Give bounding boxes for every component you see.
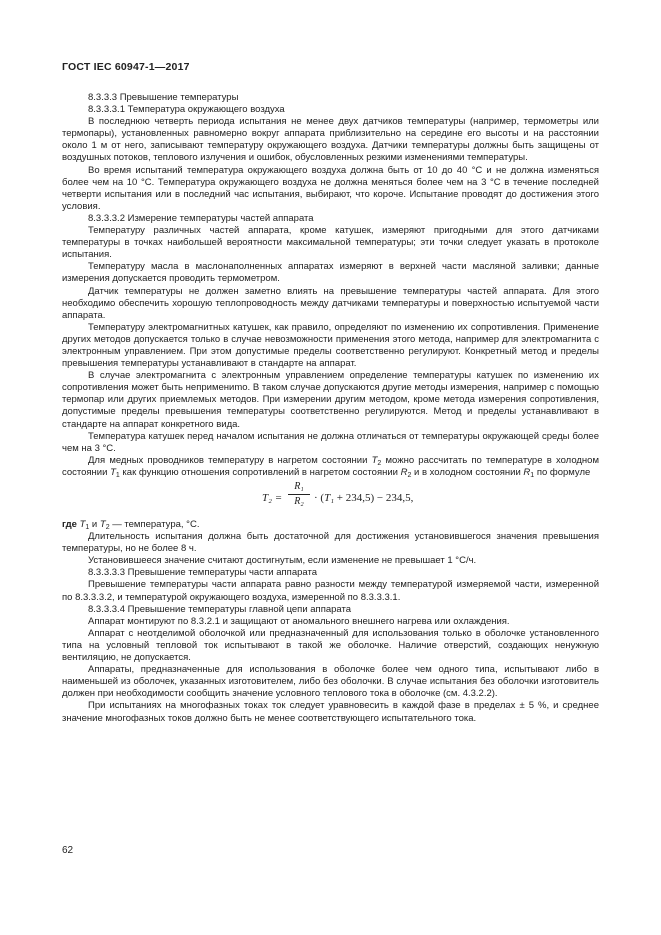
var-r1: R [523, 466, 531, 478]
where-line [62, 519, 599, 531]
section-heading: 8.3.3.3.4 Превышение температуры главной цепи аппарата [88, 603, 352, 615]
paragraph: Аппараты, предназначенные для использования в оболочке более чем одного типа, испытывают либо в наименьшей из оболочек, указанных изготовителем, либо без оболочки. В случае испытания без оболочки изготовитель должен при необходимости сообщить значение условного теплового тока в оболочке (см. 4.3.2.2). [62, 664, 599, 700]
paragraph: Температура катушек перед началом испытания не должна отличаться от температуры окружающей среды более чем на 3 °С. [62, 430, 599, 454]
text-span: можно рассчитать по температуре в холодном состоянии [62, 454, 599, 478]
paragraph: Во время испытаний температура окружающего воздуха должна быть от 10 до 40 °С и не должна изменяться более чем на 10 °С. Температура окружающего воздуха не должна меняться более чем на 3 °С в течение последней четверти испытания или в последний час испытания, выбирают, что короче. Испытание проводят до достижения этого условия. [62, 164, 599, 212]
sub-2: 2 [407, 471, 412, 479]
paragraph: Аппарат с неотделимой оболочкой или предназначенный для использования только в оболочке установленного типа на условный тепловой ток испытывают в такой же оболочке. Наличие отверстий, создающих ненужную вентиляцию, не допускается. [62, 627, 599, 664]
document-header: ГОСТ IEC 60947-1—2017 [62, 61, 190, 73]
paragraph: Датчик температуры не должен заметно влиять на превышение температуры частей аппарата. Для этого необходимо обеспечить хорошую теплопроводность между датчиками температуры и поверхностью испытуемой части аппарата. [62, 285, 599, 321]
paragraph: Температуру масла в маслонаполненных аппаратах измеряют в верхней части масляной заливки; данные измерения допускается проводить термометром. [62, 261, 599, 285]
var-t1: T [79, 519, 86, 530]
paragraph: Установившееся значение считают достигнутым, если изменение не превышает 1 °С/ч. [88, 555, 477, 567]
text-span: и [89, 519, 100, 530]
formula-intro-paragraph [62, 455, 599, 479]
paragraph: Аппарат монтируют по 8.3.2.1 и защищают от аномального внешнего нагрева или охлаждения. [88, 615, 510, 627]
formula-rhs-t1: T₁ [324, 492, 335, 504]
text-span: Для медных проводников температуру в нагретом состоянии [88, 454, 372, 466]
paragraphs-block-1 [62, 92, 599, 455]
var-t1: T [110, 466, 116, 478]
paragraph: В случае электромагнита с электронным управлением определение температуры катушек по изменению их сопротивления может быть непримениmo. В таком случае допускаются другие методы измерения, например с помощью термопар или других приемлемых методов. При измерении другим методом, кроме метода измерения сопротивления, допустимые пределы превышения температуры соответственно регулируются. Метод и пределы устанавливают в стандарте на аппарат конкретного вида. [62, 370, 599, 430]
sub-1: 1 [85, 524, 90, 531]
formula [62, 479, 599, 519]
section-heading: 8.3.3.3.3 Превышение температуры части аппарата [88, 567, 317, 579]
where-prefix: где [62, 519, 80, 530]
paragraph: Превышение температуры части аппарата равно разности между температурой измеряемой части, измеренной по 8.3.3.3.2, и температурой окружающего воздуха, измеренной по 8.3.3.3.1. [62, 579, 599, 603]
document-body [62, 92, 599, 725]
paragraph: При испытаниях на многофазных токах ток следует уравновесить в каждой фазе в пределах ± 5 %, и среднее значение многофазных токов должно быть не менее соответствующего испытательного тока. [62, 700, 599, 724]
sub-2: 2 [377, 459, 382, 467]
formula-numerator: R₁ [288, 481, 310, 495]
formula-denominator: R₂ [294, 496, 304, 508]
var-t2: T [371, 454, 378, 466]
text-span: — температура, °С. [109, 519, 200, 530]
paragraph: Длительность испытания должна быть достаточной для достижения установившегося значения превышения температуры, но не более 8 ч. [62, 531, 599, 555]
section-heading: 8.3.3.3.2 Измерение температуры частей аппарата [88, 212, 314, 224]
formula-rhs-pre: · ( [314, 492, 325, 504]
text-span: как функцию отношения сопротивлений в нагретом состоянии [119, 466, 401, 478]
var-r2: R [400, 466, 408, 478]
page-number: 62 [62, 845, 74, 856]
text-span: и в холодном состоянии [411, 466, 524, 478]
formula-lhs: T₂ = [262, 492, 283, 504]
formula-rhs [314, 492, 413, 504]
sub-1: 1 [530, 471, 535, 479]
paragraph: Температуру различных частей аппарата, кроме катушек, измеряют пригодными для этого датчиками температуры в точках наибольшей вероятности максимальной температуры; эти точки следует указать в протоколе испытания. [62, 225, 599, 261]
sub-2: 2 [105, 524, 110, 531]
formula-rhs-post: + 234,5) − 234,5, [334, 492, 414, 504]
var-t2: T [99, 519, 106, 530]
section-heading: 8.3.3.3 Превышение температуры [88, 92, 239, 103]
sub-1: 1 [115, 471, 120, 479]
paragraphs-block-2 [62, 531, 599, 725]
text-span: по формуле [534, 466, 591, 478]
formula-fraction [288, 481, 310, 508]
paragraph: Температуру электромагнитных катушек, как правило, определяют по изменению их сопротивления. Применение других методов допускается только в случае невозможности применения этого метода, например для электромагнита с электронным управлением. При этом допустимые пределы соответственно регулируют. Конкретный метод и пределы превышения температуры устанавливают в стандарте на аппарат. [62, 321, 599, 370]
paragraph: В последнюю четверть периода испытания не менее двух датчиков температуры (например, термометры или термопары), установленных равномерно вокруг аппарата приблизительно на середине его высоты и на расстоянии около 1 м от него, записывают температуру окружающего воздуха. Датчики температуры должны быть защищены от воздушных потоков, теплового излучения и ошибок, обусловленных резкими изменениями температуры. [62, 116, 599, 164]
section-heading: 8.3.3.3.1 Температура окружающего воздуха [88, 104, 285, 116]
